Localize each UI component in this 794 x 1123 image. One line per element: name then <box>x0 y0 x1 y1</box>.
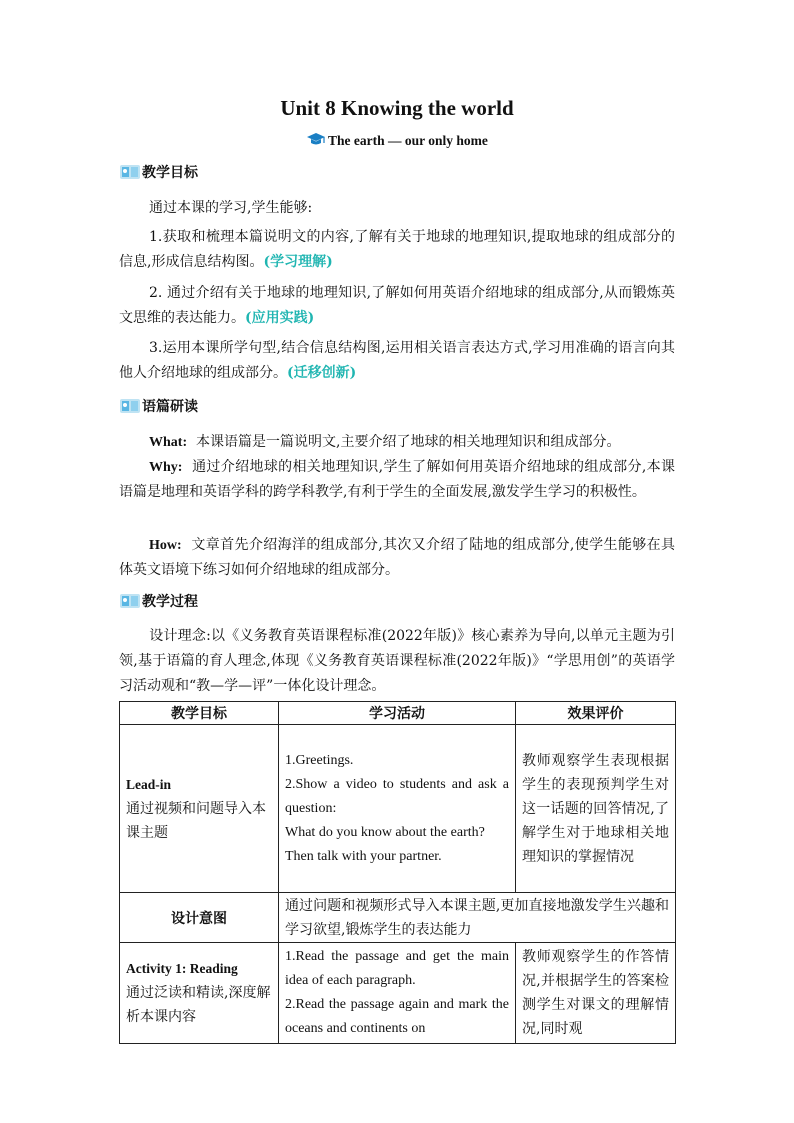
leadin-goal-cell <box>120 725 279 893</box>
table-row-activity1 <box>120 943 676 1044</box>
leadin-activities-cell <box>279 725 516 893</box>
analysis-how: How: 文章首先介绍海洋的组成部分,其次又介绍了陆地的组成部分,使学生能够在具体英文语境下练习如何介绍地球的组成部分。 <box>119 537 675 578</box>
intent-label: 设计意图 <box>120 893 279 943</box>
list-item: 2.Show a video to students and ask a question: <box>285 776 509 816</box>
tag-label: (学习理解) <box>263 254 333 270</box>
book-icon <box>119 397 141 414</box>
list-item: Then talk with your partner. <box>285 848 442 864</box>
objective-item-3: 3.运用本课所学句型,结合信息结构图,运用相关语言表达方式,学习用准确的语言向其他人介绍地球的组成部分。(迁移创新) <box>119 340 675 381</box>
objectives-intro: 通过本课的学习,学生能够: <box>149 200 313 216</box>
header-activity: 学习活动 <box>279 702 516 725</box>
objective-item-1: 1.获取和梳理本篇说明文的内容,了解有关于地球的地理知识,提取地球的组成部分的信息,形成信息结构图。(学习理解) <box>119 229 675 270</box>
activity1-activities-cell <box>279 943 516 1044</box>
objective-item-2: 2. 通过介绍有关于地球的地理知识,了解如何用英语介绍地球的组成部分,从而锻炼英文思维的表达能力。(应用实践) <box>119 285 675 326</box>
leadin-title: Lead-in <box>126 776 172 792</box>
activity1-evaluation: 教师观察学生的作答情况,并根据学生的答案检测学生对课文的理解情况,同时观 <box>516 943 676 1044</box>
table-header-row <box>120 702 676 725</box>
analysis-why: Why: 通过介绍地球的相关地理知识,学生了解如何用英语介绍地球的组成部分,本课语篇是地理和英语学科的跨学科教学,有利于学生的全面发展,激发学生学习的积极性。 <box>119 459 675 500</box>
leadin-evaluation: 教师观察学生表现根据学生的表现预判学生对这一话题的回答情况,了解学生对于地球相关地理知识的掌握情况 <box>516 725 676 893</box>
book-icon <box>119 163 141 180</box>
tag-label: (迁移创新) <box>287 365 357 381</box>
list-item: 1.Greetings. <box>285 752 354 768</box>
book-icon <box>119 592 141 609</box>
design-concept: 设计理念:以《义务教育英语课程标准(2022年版)》核心素养为导向,以单元主题为引领,基于语篇的育人理念,体现《义务教育英语课程标准(2022年版)》“学思用创”的英语学习活动观和“教—学—评”一体化设计理念。 <box>119 628 675 694</box>
lesson-plan-table <box>119 701 676 1044</box>
graduation-cap-icon <box>306 132 326 151</box>
list-item: What do you know about the earth? <box>285 824 485 840</box>
section-heading-analysis: 语篇研读 <box>119 397 198 417</box>
analysis-what: What: 本课语篇是一篇说明文,主要介绍了地球的相关地理知识和组成部分。 <box>149 434 621 450</box>
table-row-intent <box>120 893 676 943</box>
page-title: Unit 8 Knowing the world <box>280 96 514 120</box>
activity1-goal-cell <box>120 943 279 1044</box>
tag-label: (应用实践) <box>245 310 315 326</box>
subtitle-text: The earth — our only home <box>328 133 488 148</box>
activity1-title: Activity 1: Reading <box>126 961 238 976</box>
list-item: 1.Read the passage and get the main idea of each paragraph. <box>285 949 509 988</box>
intent-text: 通过问题和视频形式导入本课主题,更加直接地激发学生兴趣和学习欲望,锻炼学生的表达能力 <box>279 893 676 943</box>
header-goal: 教学目标 <box>120 702 279 725</box>
section-heading-process: 教学过程 <box>119 592 198 612</box>
subtitle <box>0 132 794 151</box>
header-evaluation: 效果评价 <box>516 702 676 725</box>
section-heading-objectives: 教学目标 <box>119 163 198 183</box>
list-item: 2.Read the passage again and mark the oceans and continents on <box>285 997 509 1036</box>
table-row-leadin <box>120 725 676 893</box>
leadin-goal: 通过视频和问题导入本课主题 <box>126 800 266 841</box>
activity1-goal: 通过泛读和精读,深度解析本课内容 <box>126 985 271 1025</box>
